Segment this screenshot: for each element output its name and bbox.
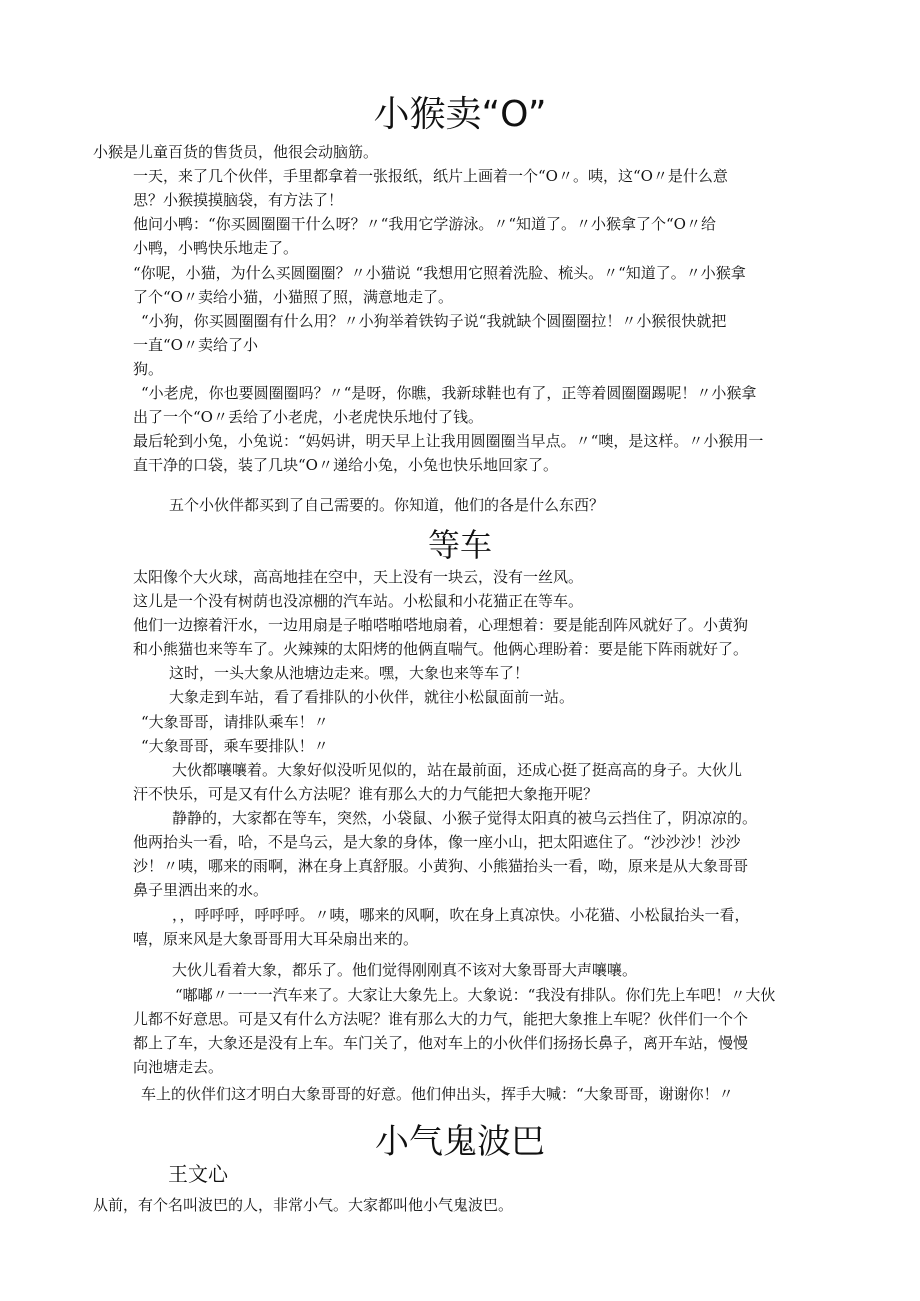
story1-line: 一天，来了几个伙伴，手里都拿着一张报纸，纸片上画着一个“O〃。咦，这“O〃是什么意: [133, 167, 728, 185]
story2-line: 静静的，大家都在等车，突然，小袋鼠、小猴子觉得太阳真的被乌云挡住了，阴凉凉的。: [172, 809, 758, 827]
story2-line: 大伙儿看着大象，都乐了。他们觉得刚刚真不该对大象哥哥大声嚷嚷。: [172, 961, 638, 979]
story2-line: “嘟嘟〃一一一汽车来了。大家让大象先上。大象说：“我没有排队。你们先上车吧！〃大伙: [175, 986, 776, 1004]
story3-line: 从前，有个名叫波巴的人，非常小气。大家都叫他小气鬼波巴。: [93, 1196, 514, 1214]
story1-line: 狗。: [133, 360, 164, 378]
story2-line: 大象走到车站，看了看排队的小伙伴，就往小松鼠面前一站。: [169, 688, 575, 706]
story2-line: 和小熊猫也来等车了。火辣辣的太阳烤的他俩直喘气。他俩心理盼着：要是能下阵雨就好了。: [133, 640, 749, 658]
story1-line: 思？小猴摸摸脑袋，有方法了！: [133, 191, 344, 209]
story2-line: 太阳像个大火球，高高地挂在空中，天上没有一块云，没有一丝风。: [133, 568, 584, 586]
story2-line: 他们一边擦着汗水，一边用扇是子啪嗒啪嗒地扇着，心理想着：要是能刮阵风就好了。小黄狗: [133, 616, 749, 634]
story1-line: 直干净的口袋，装了几块“O〃递给小兔，小兔也快乐地回家了。: [133, 456, 558, 474]
story2-line: 鼻子里洒出来的水。: [133, 881, 269, 899]
story2-line: ，，呼呼呼，呼呼呼。〃咦，哪来的风啊，吹在身上真凉快。小花猫、小松鼠抬头一看，: [172, 906, 750, 924]
story1-line: 出了一个“O〃丢给了小老虎，小老虎快乐地付了钱。: [133, 408, 483, 426]
story2-line: “大象哥哥，请排队乘车！〃: [141, 713, 329, 731]
story1-line: 小鸭，小鸭快乐地走了。: [133, 239, 299, 257]
story-title-waiting-bus: 等车: [427, 526, 492, 564]
story2-line: 车上的伙伴们这才明白大象哥哥的好意。他们伸出头，挥手大喊：“大象哥哥，谢谢你！〃: [141, 1085, 734, 1103]
story1-line: 最后轮到小兔，小兔说：“妈妈讲，明天早上让我用圆圈圈当早点。〃“噢，是这样。〃小猴用一: [133, 432, 764, 450]
story2-line: 沙！〃咦，哪来的雨啊，淋在身上真舒服。小黄狗、小熊猫抬头一看，呦，原来是从大象哥哥: [133, 857, 749, 875]
author-name: 王文心: [168, 1162, 228, 1186]
story-title-stingy-boba: 小气鬼波巴: [375, 1122, 545, 1162]
story2-line: 向池塘走去。: [133, 1058, 224, 1076]
story2-line: 嘻，原来风是大象哥哥用大耳朵扇出来的。: [133, 930, 419, 948]
story1-line: 他问小鸭：“你买圆圈圈干什么呀？〃“我用它学游泳。〃“知道了。〃小猴拿了个“O〃给: [133, 215, 716, 233]
story2-line: “大象哥哥，乘车要排队！〃: [141, 737, 329, 755]
story1-question: 五个小伙伴都买到了自己需要的。你知道，他们的各是什么东西？: [169, 496, 605, 514]
story2-line: 这时，一头大象从池塘边走来。嘿，大象也来等车了！: [169, 664, 530, 682]
story2-line: 都上了车，大象还是没有上车。车门关了，他对车上的小伙伴们扬扬长鼻子，离开车站，慢慢: [133, 1034, 749, 1052]
story1-line: 了个“O〃卖给小猫，小猫照了照，满意地走了。: [133, 288, 453, 306]
story2-line: 儿都不好意思。可是又有什么方法呢？谁有那么大的力气，能把大象推上车呢？伙伴们一个个: [133, 1010, 749, 1028]
story2-line: 这儿是一个没有树荫也没凉棚的汽车站。小松鼠和小花猫正在等车。: [133, 592, 584, 610]
story1-line: “你呢，小猫，为什么买圆圈圈？〃小猫说 “我想用它照着洗脸、梳头。〃“知道了。〃小猴拿: [133, 264, 746, 282]
story1-line: “小老虎，你也要圆圈圈吗？〃“是呀，你瞧，我新球鞋也有了，正等着圆圈圈踢呢！〃小猴拿: [141, 384, 757, 402]
story1-line: “小狗，你买圆圈圈有什么用？〃小狗举着铁钩子说“我就缺个圆圈圈拉！〃小猴很快就把: [141, 312, 727, 330]
story2-line: 他两抬头一看，哈，不是乌云，是大象的身体，像一座小山，把太阳遮住了。“沙沙沙！沙沙: [133, 833, 741, 851]
story2-line: 大伙都嚷嚷着。大象好似没听见似的，站在最前面，还成心挺了挺高高的身子。大伙儿: [172, 761, 743, 779]
story1-line: 小猴是儿童百货的售货员，他很会动脑筋。: [93, 143, 379, 161]
story1-line: 一直“O〃卖给了小: [133, 336, 258, 354]
story-title-monkey: 小猴卖“O”: [373, 94, 547, 135]
story2-line: 汗不快乐，可是又有什么方法呢？谁有那么大的力气能把大象拖开呢？: [133, 785, 599, 803]
